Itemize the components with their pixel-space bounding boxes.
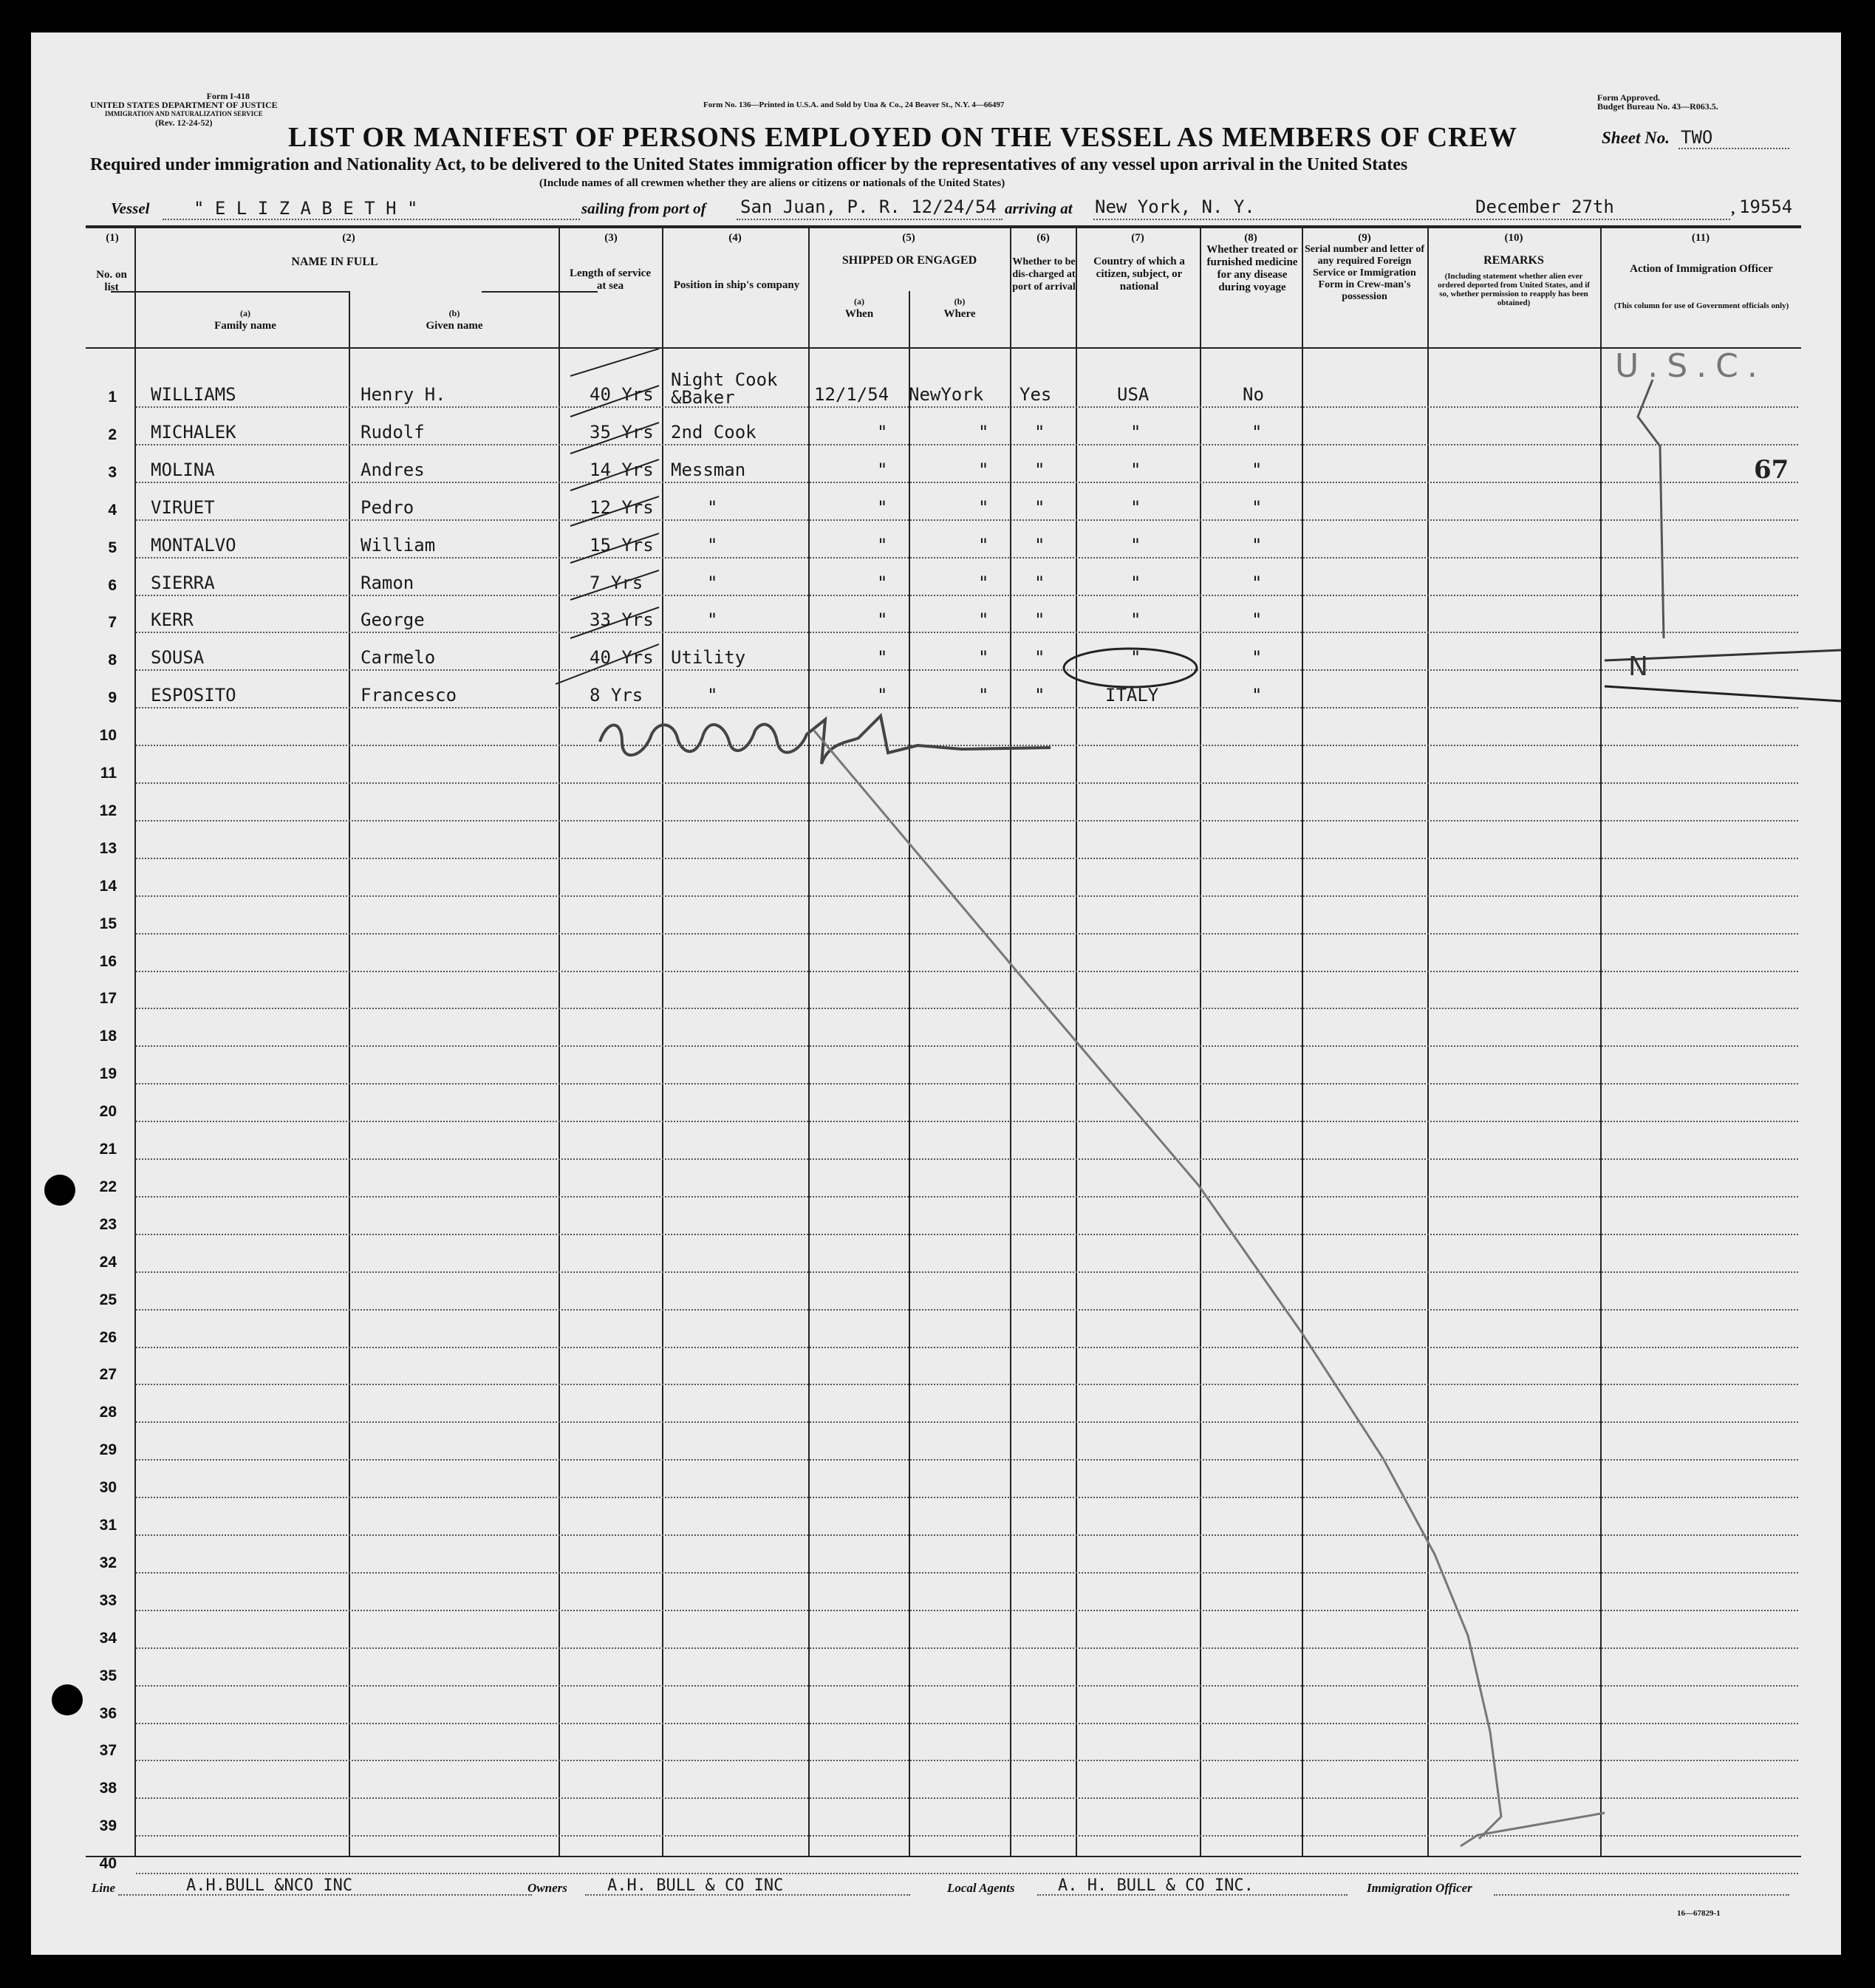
row-number: 16 [99, 952, 117, 970]
row-given: George [361, 609, 425, 631]
row-number: 30 [99, 1479, 117, 1497]
hdr-treated: Whether treated or furnished medicine for any disease during voyage [1206, 244, 1298, 293]
row-length: 35 Yrs [590, 421, 654, 443]
row-country: " [1130, 421, 1141, 443]
row-when: " [877, 609, 888, 631]
hdr-remarks: REMARKS [1483, 254, 1544, 267]
row-when: " [877, 459, 888, 480]
row-number: 13 [99, 839, 117, 857]
vessel-label: Vessel [111, 199, 150, 217]
row-treated: " [1251, 459, 1263, 480]
row-given: Andres [361, 459, 425, 480]
row-position: " [707, 609, 718, 631]
arrival-date: December 27th [1475, 197, 1614, 217]
handwritten-marks [31, 33, 1841, 1955]
row-family: VIRUET [151, 496, 215, 518]
row-country: " [1130, 609, 1141, 631]
row-treated: No [1243, 384, 1264, 405]
row-discharged: " [1034, 685, 1045, 706]
row-number: 27 [99, 1366, 117, 1384]
hdr-family-label: Family name [214, 320, 276, 332]
row-number: 8 [108, 652, 117, 669]
sheet-value: TWO [1681, 127, 1713, 148]
row-discharged: " [1034, 609, 1045, 631]
row-length: 7 Yrs [590, 572, 643, 593]
footer-line-label: Line [92, 1881, 116, 1895]
row-number: 20 [99, 1103, 117, 1121]
hdr-country: Country of which a citizen, subject, or national [1093, 256, 1185, 293]
row-where: " [978, 421, 989, 443]
row-family: KERR [151, 609, 194, 631]
row-treated: " [1251, 572, 1263, 593]
row-number: 7 [108, 614, 117, 632]
hdr-where-label: Where [943, 308, 976, 320]
hdr-remarks-note: (Including statement whether alien ever ordered deported from United States, and if so, whether permission to reapply has been obtained) [1438, 272, 1590, 307]
hdr-action-note: (This column for use of Government officials only) [1613, 301, 1789, 310]
row-length: 8 Yrs [590, 685, 643, 706]
col-num-4: (4) [728, 232, 742, 244]
row-family: MONTALVO [151, 534, 236, 556]
row-treated: " [1251, 421, 1263, 443]
col-num-6: (6) [1036, 232, 1050, 244]
col-num-9: (9) [1358, 232, 1371, 244]
punch-hole-lower [52, 1684, 83, 1715]
sheet-label: Sheet No. [1602, 129, 1670, 147]
row-treated: " [1251, 609, 1263, 631]
row-family: ESPOSITO [151, 685, 236, 706]
col-num-5: (5) [902, 232, 915, 244]
year-prefix: , [1732, 199, 1736, 217]
row-number: 21 [99, 1141, 117, 1158]
col-num-10: (10) [1504, 232, 1523, 244]
row-number: 17 [99, 990, 117, 1008]
row-position: " [707, 534, 718, 556]
row-country: " [1130, 647, 1141, 669]
row-number: 34 [99, 1629, 117, 1647]
arrival-year: 19554 [1739, 197, 1793, 217]
row-number: 11 [100, 765, 117, 782]
punch-hole-upper [44, 1175, 75, 1206]
row-country: USA [1117, 384, 1150, 405]
hdr-discharged: Whether to be dis-charged at port of arrival [1012, 256, 1076, 293]
row-position: Utility [671, 647, 746, 669]
row-number: 32 [99, 1554, 117, 1571]
row-number: 10 [99, 727, 117, 745]
hdr-when-letter: (a) [854, 296, 864, 307]
row-number: 40 [99, 1855, 117, 1873]
row-number: 26 [99, 1328, 117, 1346]
row-when: " [877, 421, 888, 443]
margin-number: 67 [1754, 455, 1789, 485]
col-num-7: (7) [1131, 232, 1144, 244]
sailing-label: sailing from port of [581, 199, 706, 217]
row-country: ITALY [1105, 685, 1159, 706]
row-where: " [978, 572, 989, 593]
row-number: 39 [99, 1817, 117, 1835]
row-number: 38 [99, 1780, 117, 1797]
row-position: Night Cook [671, 369, 778, 390]
row-discharged: Yes [1020, 384, 1052, 405]
row-position: " [707, 572, 718, 593]
row-length: 40 Yrs [590, 647, 654, 669]
hdr-when-label: When [844, 308, 874, 320]
hdr-shipped: SHIPPED OR ENGAGED [841, 254, 977, 267]
col-num-1: (1) [106, 232, 119, 244]
row-country: " [1130, 572, 1141, 593]
row-length: 40 Yrs [590, 384, 654, 405]
row-where: " [978, 459, 989, 480]
vessel-name: " E L I Z A B E T H " [194, 198, 418, 219]
footer-agents: A. H. BULL & CO INC. [1058, 1876, 1254, 1895]
row-number: 31 [99, 1517, 117, 1534]
row-country: " [1130, 534, 1141, 556]
length-strike-marks [556, 349, 659, 684]
row-length: 14 Yrs [590, 459, 654, 480]
form-approved: Form Approved. [1597, 92, 1661, 103]
budget-bureau: Budget Bureau No. 43—R063.5. [1597, 101, 1718, 112]
row-treated: " [1251, 647, 1263, 669]
footer-agents-label: Local Agents [947, 1881, 1015, 1895]
row-number: 29 [99, 1441, 117, 1459]
row-number: 35 [99, 1667, 117, 1684]
sailing-from: San Juan, P. R. 12/24/54 [740, 197, 997, 217]
row-treated: " [1251, 685, 1263, 706]
hdr-no-on-list: No. on list [96, 269, 127, 293]
row-given: Carmelo [361, 647, 436, 669]
col-num-8: (8) [1244, 232, 1257, 244]
hdr-given-letter: (b) [448, 308, 460, 318]
row-discharged: " [1034, 496, 1045, 518]
hdr-position: Position in ship's company [673, 279, 800, 291]
row-given: William [361, 534, 436, 556]
row-number: 2 [108, 426, 117, 443]
row-length: 15 Yrs [590, 534, 654, 556]
row-position-line2: &Baker [671, 387, 735, 408]
footer-owners-label: Owners [527, 1881, 567, 1895]
row-where: " [978, 496, 989, 518]
row-given: Rudolf [361, 421, 425, 443]
row-position: " [707, 496, 718, 518]
arriving-label: arriving at [1005, 199, 1073, 217]
row-position: " [707, 685, 718, 706]
row-family: WILLIAMS [151, 384, 236, 405]
row-discharged: " [1034, 572, 1045, 593]
row-treated: " [1251, 496, 1263, 518]
row-number: 28 [99, 1404, 117, 1421]
italy-circle [1064, 649, 1197, 687]
footer-officer-label: Immigration Officer [1367, 1881, 1472, 1895]
form-code: 16—67829-1 [1677, 1909, 1721, 1918]
subtitle: Required under immigration and Nationality Act, to be delivered to the United States immigration officer by the representatives of any vessel upon arrival in the United States [90, 155, 1408, 174]
row-number: 19 [99, 1065, 117, 1083]
department: UNITED STATES DEPARTMENT OF JUSTICE [90, 100, 278, 110]
footer-owners: A.H. BULL & CO INC [607, 1876, 784, 1895]
row-where: " [978, 647, 989, 669]
row-when: " [877, 496, 888, 518]
page-title: LIST OR MANIFEST OF PERSONS EMPLOYED ON THE VESSEL AS MEMBERS OF CREW [288, 122, 1517, 153]
row-number: 15 [99, 915, 117, 932]
include-note: (Include names of all crewmen whether they are aliens or citizens or nationals of the United States) [539, 177, 1005, 189]
row-number: 25 [99, 1291, 117, 1308]
row-when: " [877, 685, 888, 706]
manifest-sheet [31, 33, 1841, 1955]
col-num-2: (2) [342, 232, 355, 244]
row-number: 6 [108, 576, 117, 594]
action-usc: U.S.C. [1615, 347, 1766, 385]
pencil-diagonal [814, 731, 1501, 1839]
row-number: 33 [99, 1591, 117, 1609]
row-discharged: " [1034, 534, 1045, 556]
service: IMMIGRATION AND NATURALIZATION SERVICE [104, 110, 263, 117]
printer-line: Form No. 136—Printed in U.S.A. and Sold by Una & Co., 24 Beaver St., N.Y. 4—66497 [703, 100, 1005, 109]
row-given: Ramon [361, 572, 414, 593]
hdr-name-in-full: NAME IN FULL [291, 256, 378, 268]
hdr-family-letter: (a) [240, 308, 250, 318]
signature-scribble [600, 716, 1051, 764]
col-num-3: (3) [604, 232, 618, 244]
row-family: MOLINA [151, 459, 215, 480]
row-length: 33 Yrs [590, 609, 654, 631]
row-number: 37 [99, 1742, 117, 1760]
col-num-11: (11) [1691, 232, 1710, 244]
row-where: " [978, 685, 989, 706]
row-where: " [978, 534, 989, 556]
footer-line: A.H.BULL &NCO INC [186, 1876, 353, 1895]
revision: (Rev. 12-24-52) [155, 117, 213, 128]
row-country: " [1130, 459, 1141, 480]
row-number: 18 [99, 1028, 117, 1045]
row-when: " [877, 647, 888, 669]
row-given: Francesco [361, 685, 457, 706]
action-n: N [1628, 652, 1648, 682]
row-when: 12/1/54 [814, 384, 889, 405]
row-number: 9 [108, 689, 117, 707]
row-family: SIERRA [151, 572, 215, 593]
row-number: 3 [108, 463, 117, 481]
action-arrow [1638, 380, 1664, 638]
row-position: Messman [671, 459, 746, 480]
row-number: 12 [99, 802, 117, 819]
row-number: 14 [99, 877, 117, 895]
row-treated: " [1251, 534, 1263, 556]
row-number: 1 [108, 389, 117, 406]
row-number: 4 [108, 501, 117, 519]
hdr-action: Action of Immigration Officer [1630, 263, 1773, 275]
row-given: Henry H. [361, 384, 446, 405]
row-length: 12 Yrs [590, 496, 654, 518]
hdr-length: Length of service at sea [570, 267, 651, 292]
row-discharged: " [1034, 647, 1045, 669]
row-discharged: " [1034, 421, 1045, 443]
row-family: SOUSA [151, 647, 205, 669]
row-when: " [877, 572, 888, 593]
row-given: Pedro [361, 496, 414, 518]
row-family: MICHALEK [151, 421, 236, 443]
hdr-serial: Serial number and letter of any required Foreign Service or Immigration Form in Crew-man's possession [1304, 244, 1425, 302]
row-number: 5 [108, 539, 117, 556]
form-id: Form I-418 [206, 91, 250, 101]
row-number: 23 [99, 1215, 117, 1233]
row-where: " [978, 609, 989, 631]
row-where: NewYork [909, 384, 984, 405]
arriving-at: New York, N. Y. [1095, 197, 1255, 217]
row-discharged: " [1034, 459, 1045, 480]
row-country: " [1130, 496, 1141, 518]
row-when: " [877, 534, 888, 556]
row-number: 22 [99, 1178, 117, 1195]
hdr-where-letter: (b) [954, 296, 966, 307]
row-number: 36 [99, 1704, 117, 1722]
hdr-given-label: Given name [426, 320, 483, 332]
row-position: 2nd Cook [671, 421, 757, 443]
row-number: 24 [99, 1253, 117, 1271]
